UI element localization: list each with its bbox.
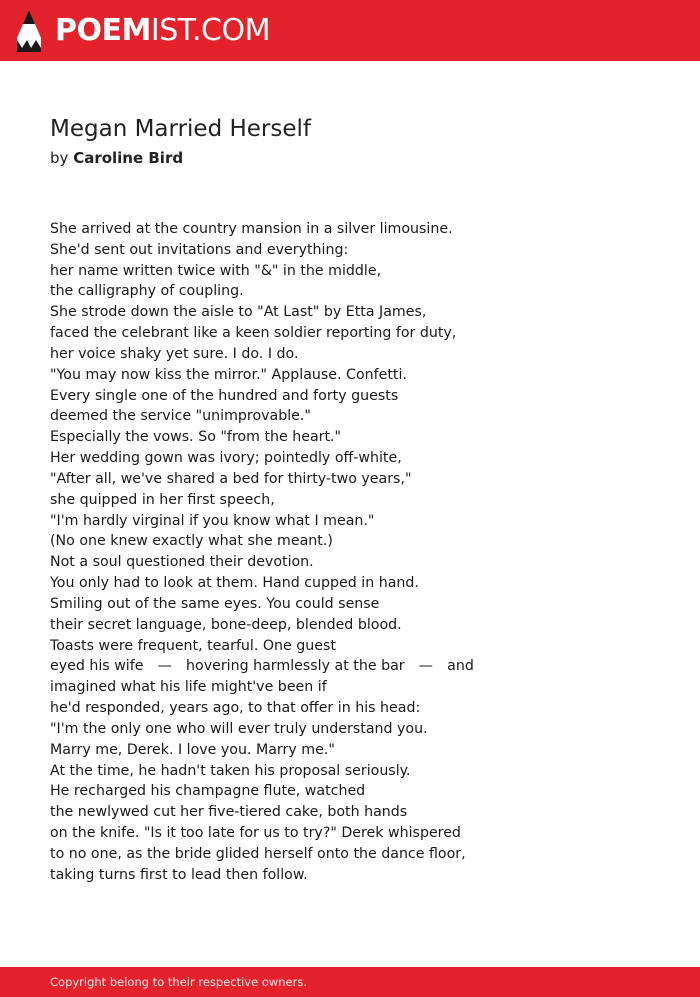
poem-title: Megan Married Herself (50, 116, 311, 142)
poem-line: she quipped in her first speech, (50, 491, 275, 508)
poem-line: At the time, he hadn't taken his proposal seriously. (50, 762, 411, 779)
poem-line: her name written twice with "&" in the middle, (50, 262, 382, 279)
poem-line: imagined what his life might've been if (50, 679, 327, 696)
poem-line: She'd sent out invitations and everything: (50, 241, 349, 258)
poem-line: her voice shaky yet sure. I do. I do. (50, 345, 299, 362)
poem-line: eyed his wife — hovering harmlessly at the bar — and (50, 658, 474, 675)
poem-line: Her wedding gown was ivory; pointedly off-white, (50, 450, 402, 467)
poem-line: You only had to look at them. Hand cupped in hand. (50, 575, 419, 592)
poem-line: their secret language, bone-deep, blended blood. (50, 616, 402, 633)
poem-line: She strode down the aisle to "At Last" by Etta James, (50, 304, 427, 321)
site-logo[interactable] (17, 9, 270, 53)
copyright-notice: Copyright belong to their respective owners. (50, 975, 308, 989)
poem-byline (50, 149, 183, 167)
poem-line: Every single one of the hundred and forty guests (50, 387, 399, 404)
poem-line: "I'm the only one who will ever truly understand you. (50, 720, 428, 737)
poem-line: He recharged his champagne flute, watched (50, 783, 366, 800)
poem-line: "You may now kiss the mirror." Applause. Confetti. (50, 366, 407, 383)
poem-line: deemed the service "unimprovable." (50, 408, 311, 425)
logo-wordmark (55, 13, 270, 48)
site-header (0, 0, 700, 61)
poem-line: (No one knew exactly what she meant.) (50, 533, 333, 550)
poem-line: "After all, we've shared a bed for thirty-two years," (50, 470, 412, 487)
poem-line: Especially the vows. So "from the heart." (50, 429, 342, 446)
poem-line: on the knife. "Is it too late for us to try?" Derek whispered (50, 825, 461, 842)
poem-line: Not a soul questioned their devotion. (50, 554, 314, 571)
site-footer (0, 967, 700, 997)
poem-line: Smiling out of the same eyes. You could sense (50, 595, 380, 612)
byline-prefix: by (50, 149, 69, 167)
poem-line: he'd responded, years ago, to that offer in his head: (50, 700, 421, 717)
poem-body (50, 219, 670, 886)
logo-wordmark-light: IST.COM (150, 13, 270, 48)
poem-author: Caroline Bird (73, 149, 184, 167)
poem-line: taking turns first to lead then follow. (50, 866, 308, 883)
poem-line: Marry me, Derek. I love you. Marry me." (50, 741, 335, 758)
poem-line: faced the celebrant like a keen soldier reporting for duty, (50, 325, 457, 342)
poem-line: "I'm hardly virginal if you know what I mean." (50, 512, 375, 529)
poem-line: She arrived at the country mansion in a silver limousine. (50, 221, 453, 237)
poem-line: the calligraphy of coupling. (50, 283, 244, 300)
poem-line: Toasts were frequent, tearful. One guest (50, 637, 336, 654)
logo-wordmark-bold: POEM (55, 13, 151, 48)
poem-line: the newlywed cut her five-tiered cake, both hands (50, 804, 408, 821)
pencil-tip-icon (17, 10, 41, 52)
poem-line: to no one, as the bride glided herself onto the dance floor, (50, 845, 466, 862)
